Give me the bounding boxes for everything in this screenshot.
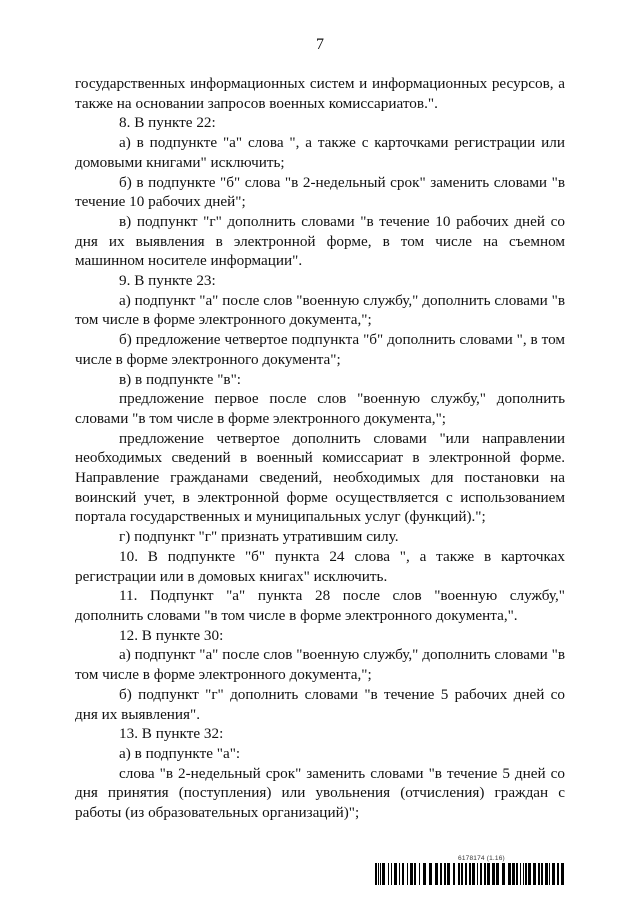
paragraph: б) в подпункте "б" слова "в 2-недельный срок" заменить словами "в течение 10 рабочих дней"; [75,173,565,211]
paragraph: б) подпункт "г" дополнить словами "в течение 5 рабочих дней со дня их выявления". [75,685,565,723]
paragraph: в) в подпункте "в": [119,370,241,388]
paragraph: государственных информационных систем и информационных ресурсов, а также на основании запросов военных комиссариатов.". [75,75,565,112]
paragraph: 13. В пункте 32: [119,725,224,743]
paragraph: слова "в 2-недельный срок" заменить словами "в течение 5 дней со дня принятия (поступления) или увольнения (отчисления) граждан с работы (из образовательных организаций)"; [75,764,565,822]
paragraph: 12. В пункте 30: [119,626,224,644]
paragraph: предложение первое после слов "военную службу," дополнить словами "в том числе в форме электронного документа,"; [75,390,565,427]
paragraph: б) предложение четвертое подпункта "б" дополнить словами ", в том числе в форме электронного документа"; [75,331,565,368]
paragraph: г) подпункт "г" признать утратившим силу. [119,528,399,546]
barcode [375,863,565,885]
paragraph: в) подпункт "г" дополнить словами "в течение 10 рабочих дней со дня их выявления в электронной форме, в том числе на съемном машинном носителе информации". [75,212,565,270]
paragraph: а) подпункт "а" после слов "военную службу," дополнить словами "в том числе в форме электронного документа,"; [75,646,565,684]
paragraph: а) в подпункте "а": [119,744,241,762]
paragraph: 11. Подпункт "а" пункта 28 после слов "военную службу," дополнить словами "в том числе в форме электронного документа,". [75,587,565,624]
paragraph: 8. В пункте 22: [119,114,216,132]
paragraph: 10. В подпункте "б" пункта 24 слова ", а также в карточках регистрации или в домовых книгах" исключить. [75,547,565,585]
paragraph: а) подпункт "а" после слов "военную службу," дополнить словами "в том числе в форме электронного документа,"; [75,291,565,329]
page-number: 7 [316,36,324,53]
paragraph: 9. В пункте 23: [119,272,216,290]
document-body [75,74,565,823]
paragraph: предложение четвертое дополнить словами "или направлении необходимых сведений в военный комиссариат в электронной форме. Направление гражданами сведений, необходимых для постановки на воинский учет, в электронной форме осуществляется с использованием портала государственных и муниципальных услуг (функций)."; [75,429,565,526]
document-code: 6178174 (1.16) [458,855,505,862]
paragraph: а) в подпункте "а" слова ", а также с карточками регистрации или домовыми книгами" исключить; [75,134,565,171]
